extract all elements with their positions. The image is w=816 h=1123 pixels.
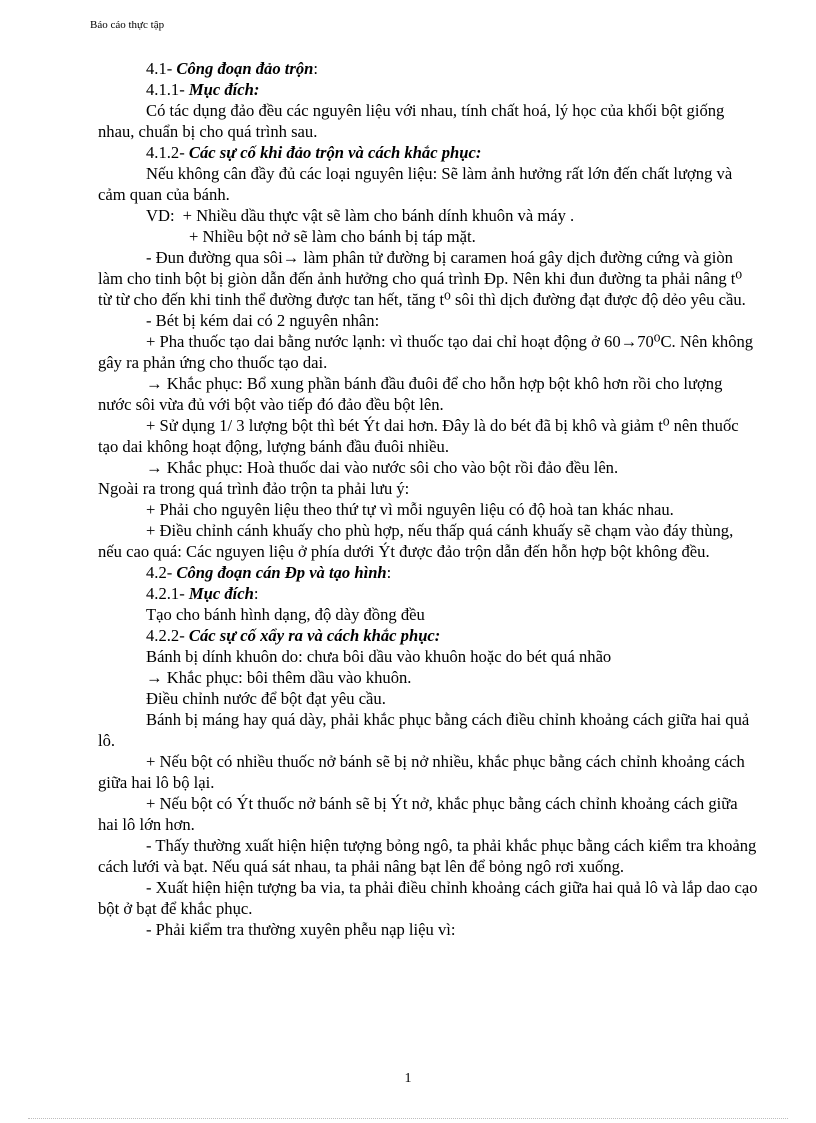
paragraph: Có tác dụng đảo đều các nguyên liệu với nhau, tính chất hoá, lý học của khối bột giống nhau, chuẩn bị cho quá trình sau.	[98, 101, 725, 141]
paragraph: + Sử dụng 1/ 3 lượng bột thì bét Ýt dai hơn. Đây là do bét đã bị khô và giảm t⁰ nên thuốc tạo dai không hoạt động, lượng bánh đầu đuôi nhiều.	[98, 416, 739, 456]
example-line	[98, 205, 758, 226]
subsection-heading	[98, 79, 758, 100]
heading-number: 4.2.1-	[146, 584, 189, 603]
paragraph: Điều chỉnh nước để bột đạt yêu cầu.	[146, 689, 386, 708]
section-heading	[98, 58, 758, 79]
heading-title: Công đoạn đảo trộn	[176, 59, 314, 78]
subsection-heading	[98, 142, 758, 163]
heading-title: Mục đích:	[188, 80, 260, 99]
paragraph: Tạo cho bánh hình dạng, độ dày đồng đều	[146, 605, 425, 624]
heading-title: Công đoạn cán Đp và tạo hình	[176, 563, 387, 582]
heading-suffix: :	[253, 584, 259, 603]
paragraph: → Khắc phục: Bổ xung phần bánh đầu đuôi để cho hỗn hợp bột khô hơn rồi cho lượng nước sôi vừa đủ với bột vào tiếp đó đảo đều bột lên.	[98, 374, 723, 414]
paragraph: + Pha thuốc tạo dai bằng nước lạnh: vì thuốc tạo dai chỉ hoạt động ở 60→70⁰C. Nên không gây ra phản ứng cho thuốc tạo dai.	[98, 332, 754, 372]
paragraph: - Đun đường qua sôi→ làm phân tử đường bị caramen hoá gây dịch đường cứng và giòn làm cho tinh bột bị giòn dẫn đến ảnh hưởng cho quá trình Đp. Nên khi đun đường ta phải nâng t⁰ từ từ cho đến khi tinh thể đường được tan hết, tăng t⁰ sôi thì dịch đường đạt được độ dẻo yêu cầu.	[98, 248, 746, 309]
heading-title: Các sự cố khi đảo trộn và cách khắc phục:	[188, 143, 482, 162]
paragraph: → Khắc phục: bôi thêm dầu vào khuôn.	[146, 668, 412, 687]
paragraph: - Xuất hiện hiện tượng ba via, ta phải điều chỉnh khoảng cách giữa hai quả lô và lắp dao cạo bột ở bạt để khắc phục.	[98, 878, 758, 918]
heading-number: 4.2.2-	[146, 626, 189, 645]
heading-suffix: :	[386, 563, 392, 582]
document-body	[98, 58, 758, 940]
heading-number: 4.2-	[146, 563, 177, 582]
paragraph: Bánh bị máng hay quá dày, phải khắc phục bằng cách điều chỉnh khoảng cách giữa hai quả lô.	[98, 710, 750, 750]
example-line: + Nhiều bột nở sẽ làm cho bánh bị táp mặt.	[189, 227, 476, 246]
paragraph: - Thấy thường xuất hiện hiện tượng bỏng ngô, ta phải khắc phục bằng cách kiểm tra khoảng cách lưới và bạt. Nếu quá sát nhau, ta phải nâng bạt lên để bỏng ngô rơi xuống.	[98, 836, 757, 876]
paragraph: Ngoài ra trong quá trình đảo trộn ta phải lưu ý:	[98, 479, 410, 498]
section-heading	[98, 562, 758, 583]
heading-suffix: :	[313, 59, 318, 78]
document-header: Báo cáo thực tập	[90, 19, 165, 31]
page-number: 1	[404, 1071, 412, 1086]
subsection-heading	[98, 625, 758, 646]
heading-title: Các sự cố xẩy ra và cách khắc phục:	[188, 626, 441, 645]
heading-number: 4.1-	[146, 59, 177, 78]
paragraph: + Nếu bột có nhiều thuốc nở bánh sẽ bị nở nhiều, khắc phục bằng cách chỉnh khoảng cách giữa hai lô bộ lại.	[98, 752, 745, 792]
heading-number: 4.1.2-	[146, 143, 189, 162]
heading-number: 4.1.1-	[146, 80, 189, 99]
paragraph: Nếu không cân đầy đủ các loại nguyên liệu: Sẽ làm ảnh hưởng rất lớn đến chất lượng và cảm quan của bánh.	[98, 164, 733, 204]
heading-title: Mục đích	[188, 584, 254, 603]
example-label: VD:	[146, 206, 175, 225]
paragraph: + Phải cho nguyên liệu theo thứ tự vì mỗi nguyên liệu có độ hoà tan khác nhau.	[146, 500, 674, 519]
page-separator	[28, 1118, 788, 1119]
example-text: + Nhiều dầu thực vật sẽ làm cho bánh dính khuôn và máy .	[182, 206, 575, 225]
paragraph: → Khắc phục: Hoà thuốc dai vào nước sôi cho vào bột rồi đảo đều lên.	[146, 458, 619, 477]
paragraph: + Nếu bột có Ýt thuốc nở bánh sẽ bị Ýt nở, khắc phục bằng cách chỉnh khoảng cách giữa hai lô lớn hơn.	[98, 794, 738, 834]
paragraph: + Điều chỉnh cánh khuấy cho phù hợp, nếu thấp quá cánh khuấy sẽ chạm vào đáy thùng, nếu cao quá: Các nguyen liệu ở phía dưới Ýt được đảo trộn dẫn đến hỗn hợp bột không đều.	[98, 521, 734, 561]
paragraph: - Bét bị kém dai có 2 nguyên nhân:	[146, 311, 380, 330]
subsection-heading	[98, 583, 758, 604]
paragraph: - Phải kiểm tra thường xuyên phễu nạp liệu vì:	[146, 920, 456, 939]
paragraph: Bánh bị dính khuôn do: chưa bôi dầu vào khuôn hoặc do bét quá nhão	[146, 647, 612, 666]
